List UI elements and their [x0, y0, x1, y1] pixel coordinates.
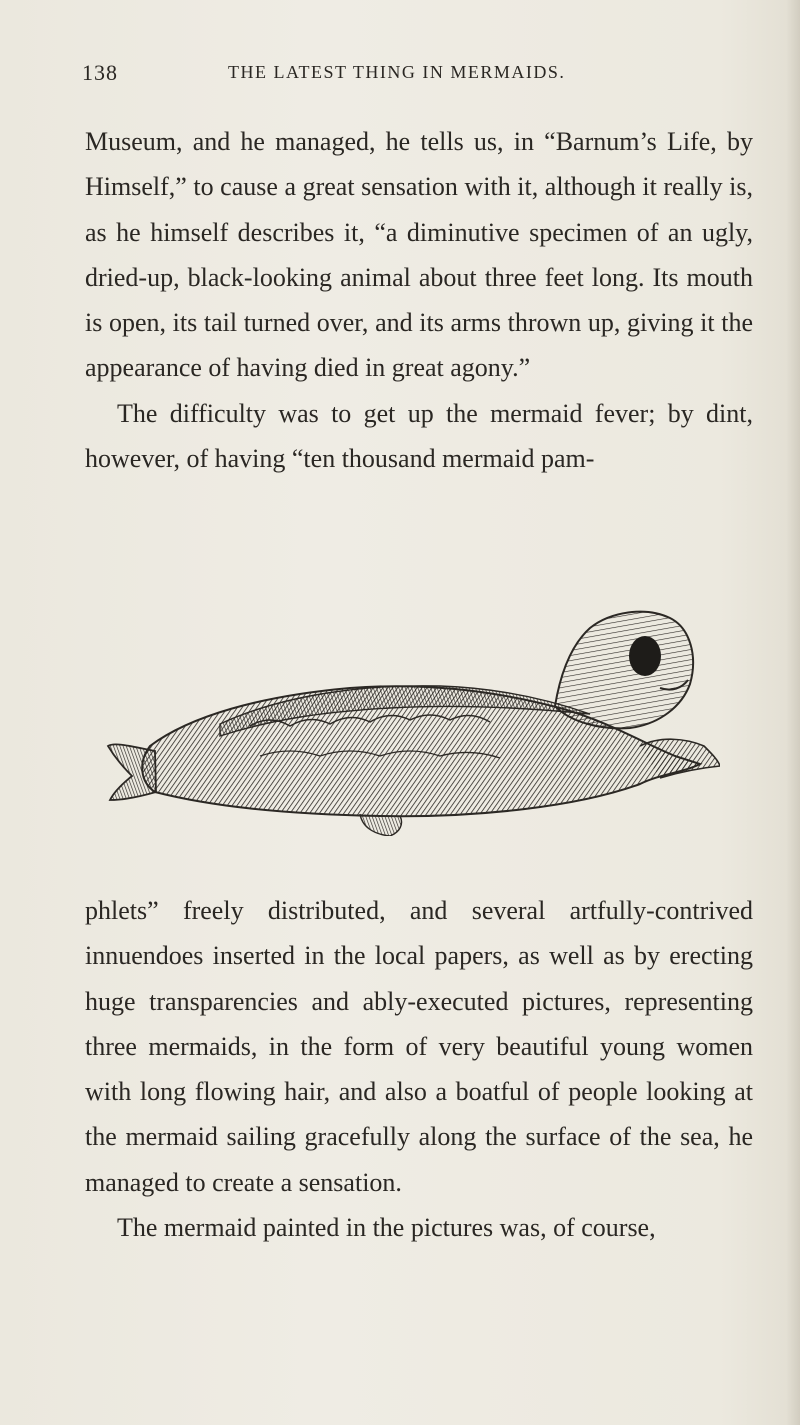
text-block-top: [85, 119, 753, 481]
paragraph: The mermaid painted in the pictures was, of course,: [117, 1213, 656, 1243]
page-number: 138: [82, 60, 118, 85]
running-title: THE LATEST THING IN MERMAIDS.: [228, 62, 566, 82]
text-block-bottom: [85, 888, 753, 1250]
running-head: [82, 60, 742, 90]
paragraph: Museum, and he managed, he tells us, in “Barnum’s Life, by Himself,” to cause a great sensation with it, although it really is, as he himself describes it, “a diminutive specimen of an ugly, dried-up, black-looking animal about three feet long. Its mouth is open, its tail turned over, and its arms thrown up, giving it the appearance of having died in great agony.”: [85, 127, 753, 383]
mermaid-specimen-illustration: [100, 596, 720, 836]
page-edge-shadow: [786, 0, 800, 1425]
paragraph: phlets” freely distributed, and several artfully-contrived innuendoes inserted in the local papers, as well as by erecting huge transparencies and ably-executed pictures, representing three mermaids, in the form of very beautiful young women with long flowing hair, and also a boatful of people looking at the mermaid sailing gracefully along the surface of the sea, he managed to create a sensation.: [85, 896, 753, 1197]
paragraph: The difficulty was to get up the mermaid fever; by dint, however, of having “ten thousand mermaid pam-: [85, 398, 753, 474]
